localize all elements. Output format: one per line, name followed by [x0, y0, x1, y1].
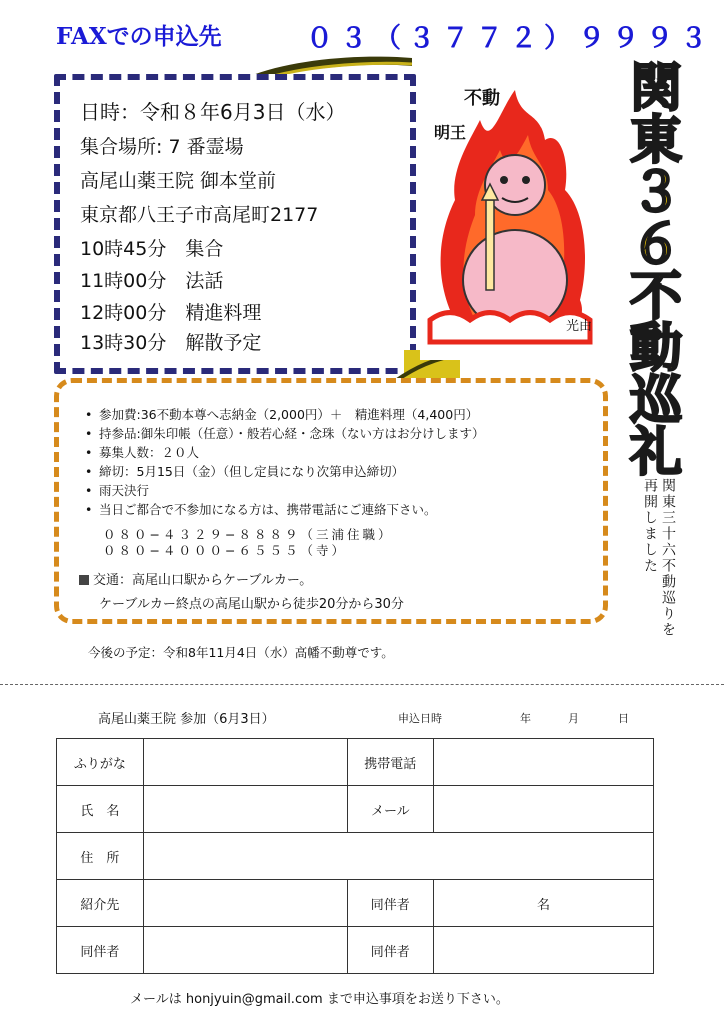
detail-item: • 締切：5月15日（金）（但し定員になり次第申込締切）: [85, 462, 484, 481]
year-label: 年: [520, 712, 531, 725]
temple-address: 東京都八王子市高尾町2177: [80, 204, 319, 226]
temple-name: 高尾山薬王院 御本堂前: [80, 170, 277, 192]
schedule-item: 13時30分 解散予定: [80, 332, 262, 354]
fudo-label: 不動: [464, 88, 500, 109]
companion-count-field[interactable]: [434, 880, 654, 927]
event-details-box: [54, 378, 608, 624]
address-label: 住 所: [57, 833, 144, 880]
title-char: 動: [629, 319, 682, 379]
fax-number: ０３（３７７２）９９９３: [306, 23, 714, 54]
table-row: [57, 833, 654, 880]
email-field[interactable]: [434, 786, 654, 833]
companion-label: 同伴者: [347, 880, 434, 927]
day-label: 日: [618, 712, 629, 725]
vertical-title: [618, 59, 694, 483]
title-char: 東: [629, 111, 682, 171]
application-form-table: [56, 738, 654, 974]
title-char: ３: [629, 163, 682, 223]
count-unit: 名: [537, 897, 551, 913]
schedule-item: 12時00分 精進料理: [80, 302, 262, 324]
mobile-field[interactable]: [434, 739, 654, 786]
square-bullet-icon: [79, 575, 89, 585]
table-row: [57, 786, 654, 833]
transport-text: 交通：高尾山口駅からケーブルカー。: [93, 573, 313, 588]
companion-field[interactable]: [434, 927, 654, 974]
name-label: 氏 名: [57, 786, 144, 833]
title-char: 関: [629, 59, 682, 119]
furigana-label: ふりがな: [57, 739, 144, 786]
furigana-field[interactable]: [143, 739, 347, 786]
cut-line: [0, 684, 724, 685]
detail-item: • 持参品:御朱印帳（任意）・般若心経・念珠（ない方はお分けします）: [85, 424, 484, 443]
form-title: 高尾山薬王院 参加（6月3日）: [98, 712, 275, 727]
title-char: 巡: [629, 371, 682, 431]
month-label: 月: [568, 712, 579, 725]
phone-number: ０８０−４０００−６５５５（寺）: [103, 543, 347, 558]
phone-number: ０８０−４３２９−８８８９（三浦住職）: [103, 527, 394, 542]
referrer-label: 紹介先: [57, 880, 144, 927]
future-plan: 今後の予定：令和8年11月4日（水）高幡不動尊です。: [88, 645, 394, 660]
mobile-label: 携帯電話: [347, 739, 434, 786]
name-field[interactable]: [143, 786, 347, 833]
detail-item: • 当日ご都合で不参加になる方は、携帯電話にご連絡下さい。: [85, 500, 484, 519]
referrer-field[interactable]: [143, 880, 347, 927]
schedule-item: 10時45分 集合: [80, 238, 224, 260]
fax-label: FAXでの申込先: [56, 23, 222, 50]
subtitle-line: 再開しました: [642, 478, 658, 574]
detail-item: • 雨天決行: [85, 481, 484, 500]
table-row: [57, 880, 654, 927]
fudo-myoo-illustration: [420, 80, 606, 360]
title-char: 不: [629, 267, 682, 327]
cable-car-info: ケーブルカー終点の高尾山駅から徒歩20分から30分: [99, 597, 404, 612]
title-char: 礼: [629, 423, 682, 483]
detail-item: • 募集人数：２０人: [85, 443, 484, 462]
subtitle-line: 関東三十六不動巡りを: [660, 478, 676, 638]
title-char: ６: [629, 215, 682, 275]
companion-label: 同伴者: [347, 927, 434, 974]
apply-date-label: 申込日時: [398, 712, 442, 725]
myoo-label: 明王: [434, 123, 467, 142]
transport-info: [79, 569, 312, 588]
artist-signature: 光由: [566, 319, 593, 334]
email-label: メール: [347, 786, 434, 833]
schedule-item: 11時00分 法話: [80, 270, 224, 292]
table-row: [57, 739, 654, 786]
table-row: [57, 927, 654, 974]
companion-label: 同伴者: [57, 927, 144, 974]
event-info-box: [54, 74, 416, 374]
event-date: 日時：令和８年6月3日（水）: [80, 100, 346, 124]
details-list: [85, 405, 484, 519]
detail-item: • 参加費:36不動本尊へ志納金（2,000円）＋ 精進料理（4,400円）: [85, 405, 484, 424]
meeting-place: 集合場所: 7 番霊場: [80, 136, 244, 158]
address-field[interactable]: [143, 833, 653, 880]
email-instruction: メールは honjyuin@gmail.com まで申込事項をお送り下さい。: [130, 992, 509, 1007]
companion-field[interactable]: [143, 927, 347, 974]
